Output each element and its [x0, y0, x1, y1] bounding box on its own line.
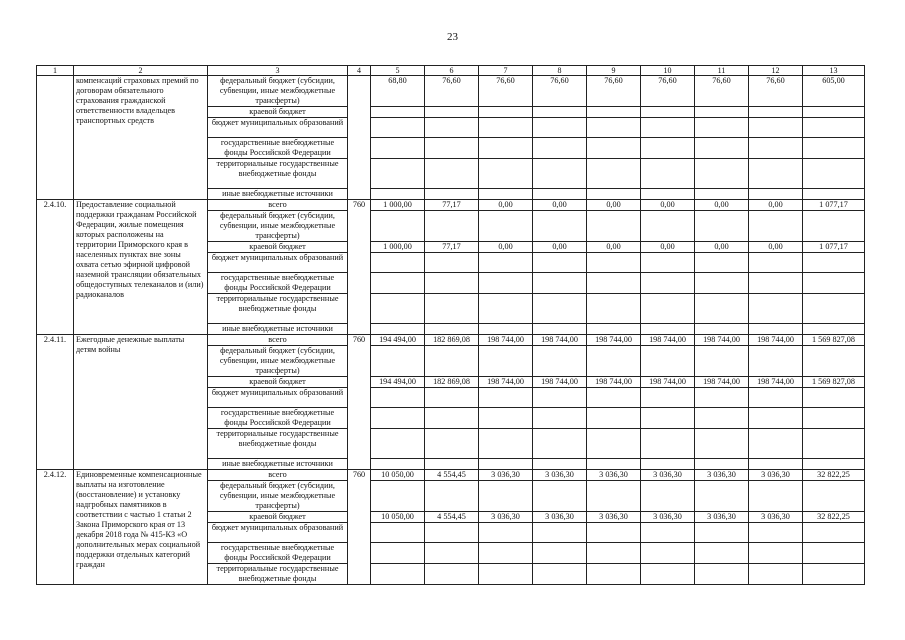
value-cell: 10 050,00: [371, 512, 425, 523]
value-cell: [587, 159, 641, 189]
value-cell: [803, 138, 865, 159]
value-cell: [641, 273, 695, 294]
value-cell: [425, 118, 479, 138]
value-cell: [587, 481, 641, 512]
funding-source: государственные внебюджетные фонды Российской Федерации: [208, 138, 348, 159]
value-cell: [803, 564, 865, 585]
value-cell: [695, 211, 749, 242]
value-cell: [803, 211, 865, 242]
admin-code: 760: [348, 335, 371, 470]
value-cell: [533, 138, 587, 159]
value-cell: [749, 211, 803, 242]
value-cell: 198 744,00: [533, 377, 587, 388]
page-number: 23: [447, 31, 458, 43]
value-cell: 0,00: [641, 242, 695, 253]
value-cell: [695, 429, 749, 459]
value-cell: [587, 138, 641, 159]
value-cell: [371, 481, 425, 512]
value-cell: [533, 543, 587, 564]
col-header: 10: [641, 66, 695, 76]
col-header: 6: [425, 66, 479, 76]
funding-source: бюджет муниципальных образований: [208, 253, 348, 273]
value-cell: [641, 159, 695, 189]
value-cell: [749, 138, 803, 159]
value-cell: [803, 481, 865, 512]
value-cell: [425, 564, 479, 585]
value-cell: 0,00: [533, 200, 587, 211]
value-cell: [641, 429, 695, 459]
value-cell: [803, 346, 865, 377]
row-number: [37, 76, 74, 200]
value-cell: [587, 388, 641, 408]
row-number: 2.4.10.: [37, 200, 74, 335]
value-cell: 194 494,00: [371, 335, 425, 346]
value-cell: [533, 118, 587, 138]
funding-source: иные внебюджетные источники: [208, 459, 348, 470]
value-cell: [587, 408, 641, 429]
value-cell: 76,60: [587, 76, 641, 107]
value-cell: [803, 543, 865, 564]
value-cell: [371, 388, 425, 408]
value-cell: [425, 107, 479, 118]
funding-source: федеральный бюджет (субсидии, субвенции, иные межбюджетные трансферты): [208, 346, 348, 377]
funding-source: территориальные государственные внебюджетные фонды: [208, 564, 348, 585]
value-cell: [479, 211, 533, 242]
value-cell: [425, 429, 479, 459]
value-cell: 32 822,25: [803, 470, 865, 481]
value-cell: [587, 523, 641, 543]
value-cell: 0,00: [695, 242, 749, 253]
value-cell: 194 494,00: [371, 377, 425, 388]
value-cell: [371, 211, 425, 242]
value-cell: [479, 346, 533, 377]
value-cell: [695, 189, 749, 200]
value-cell: [425, 481, 479, 512]
value-cell: [749, 459, 803, 470]
value-cell: 3 036,30: [641, 470, 695, 481]
value-cell: [479, 564, 533, 585]
budget-table: [36, 65, 865, 585]
value-cell: 1 077,17: [803, 200, 865, 211]
value-cell: 76,60: [695, 76, 749, 107]
value-cell: [425, 346, 479, 377]
value-cell: [641, 523, 695, 543]
value-cell: [749, 388, 803, 408]
value-cell: 76,60: [425, 76, 479, 107]
value-cell: [803, 159, 865, 189]
value-cell: [425, 189, 479, 200]
value-cell: [371, 273, 425, 294]
value-cell: [587, 189, 641, 200]
value-cell: 32 822,25: [803, 512, 865, 523]
value-cell: 1 569 827,08: [803, 377, 865, 388]
col-header: 5: [371, 66, 425, 76]
funding-source: федеральный бюджет (субсидии, субвенции, иные межбюджетные трансферты): [208, 211, 348, 242]
value-cell: 0,00: [695, 200, 749, 211]
value-cell: 3 036,30: [749, 512, 803, 523]
measure-name: Единовременные компенсационные выплаты на изготовление (восстановление) и установку надгробных памятников в соответствии с частью 1 статьи 2 Закона Приморского края от 13 декабря 2018 года № 415-КЗ «О дополнительных мерах социальной поддержки отдельных категорий граждан: [74, 470, 208, 585]
value-cell: 1 077,17: [803, 242, 865, 253]
value-cell: [587, 324, 641, 335]
value-cell: [695, 481, 749, 512]
col-header: 7: [479, 66, 533, 76]
value-cell: [479, 481, 533, 512]
row-number: 2.4.12.: [37, 470, 74, 585]
value-cell: 76,60: [749, 76, 803, 107]
value-cell: [371, 346, 425, 377]
funding-source: иные внебюджетные источники: [208, 189, 348, 200]
value-cell: 198 744,00: [749, 377, 803, 388]
value-cell: 0,00: [749, 200, 803, 211]
value-cell: [479, 294, 533, 324]
funding-source: бюджет муниципальных образований: [208, 388, 348, 408]
value-cell: [803, 459, 865, 470]
funding-source: краевой бюджет: [208, 377, 348, 388]
value-cell: [533, 294, 587, 324]
value-cell: [749, 324, 803, 335]
value-cell: [803, 189, 865, 200]
value-cell: 0,00: [749, 242, 803, 253]
value-cell: [641, 324, 695, 335]
value-cell: [479, 107, 533, 118]
value-cell: 198 744,00: [641, 335, 695, 346]
value-cell: [749, 408, 803, 429]
value-cell: [533, 408, 587, 429]
value-cell: [803, 273, 865, 294]
value-cell: [371, 408, 425, 429]
value-cell: [533, 159, 587, 189]
value-cell: [533, 324, 587, 335]
value-cell: 3 036,30: [587, 512, 641, 523]
value-cell: [749, 523, 803, 543]
value-cell: [533, 211, 587, 242]
value-cell: [695, 388, 749, 408]
value-cell: 182 869,08: [425, 335, 479, 346]
value-cell: [695, 253, 749, 273]
value-cell: [641, 107, 695, 118]
funding-source: бюджет муниципальных образований: [208, 118, 348, 138]
col-header: 12: [749, 66, 803, 76]
value-cell: [695, 294, 749, 324]
value-cell: [371, 253, 425, 273]
value-cell: [749, 253, 803, 273]
value-cell: [695, 523, 749, 543]
value-cell: [425, 253, 479, 273]
value-cell: 198 744,00: [479, 335, 533, 346]
measure-name: Предоставление социальной поддержки гражданам Российской Федерации, жилые помещения которых расположены на территории Приморского края в населенных пунктах вне зоны охвата сетью эфирной цифровой наземной трансляции обязательных общедоступных телеканалов и (или) радиоканалов: [74, 200, 208, 335]
funding-source: всего: [208, 335, 348, 346]
funding-source: государственные внебюджетные фонды Российской Федерации: [208, 543, 348, 564]
value-cell: 1 000,00: [371, 242, 425, 253]
value-cell: 10 050,00: [371, 470, 425, 481]
measure-name: Ежегодные денежные выплаты детям войны: [74, 335, 208, 470]
value-cell: 1 569 827,08: [803, 335, 865, 346]
measure-name: компенсаций страховых премий по договорам обязательного страхования гражданской ответственности владельцев транспортных средств: [74, 76, 208, 200]
funding-source: территориальные государственные внебюджетные фонды: [208, 159, 348, 189]
value-cell: [749, 273, 803, 294]
value-cell: 3 036,30: [479, 470, 533, 481]
value-cell: [695, 324, 749, 335]
value-cell: [587, 429, 641, 459]
value-cell: [587, 253, 641, 273]
value-cell: [479, 253, 533, 273]
col-header: 13: [803, 66, 865, 76]
value-cell: [587, 273, 641, 294]
value-cell: [371, 107, 425, 118]
value-cell: [533, 564, 587, 585]
value-cell: 0,00: [533, 242, 587, 253]
value-cell: [641, 138, 695, 159]
value-cell: 76,60: [533, 76, 587, 107]
value-cell: [479, 459, 533, 470]
value-cell: [479, 388, 533, 408]
col-header: 4: [348, 66, 371, 76]
value-cell: [425, 138, 479, 159]
value-cell: [695, 408, 749, 429]
value-cell: 605,00: [803, 76, 865, 107]
value-cell: [695, 564, 749, 585]
funding-source: государственные внебюджетные фонды Российской Федерации: [208, 408, 348, 429]
value-cell: [803, 118, 865, 138]
value-cell: 1 000,00: [371, 200, 425, 211]
value-cell: 3 036,30: [533, 470, 587, 481]
value-cell: [803, 107, 865, 118]
value-cell: 0,00: [641, 200, 695, 211]
funding-source: всего: [208, 470, 348, 481]
value-cell: [371, 159, 425, 189]
value-cell: 3 036,30: [587, 470, 641, 481]
value-cell: [425, 388, 479, 408]
value-cell: [641, 408, 695, 429]
value-cell: [587, 564, 641, 585]
value-cell: [587, 118, 641, 138]
col-header: 2: [74, 66, 208, 76]
value-cell: [803, 294, 865, 324]
value-cell: 0,00: [479, 242, 533, 253]
value-cell: [641, 388, 695, 408]
funding-source: краевой бюджет: [208, 242, 348, 253]
value-cell: [695, 138, 749, 159]
value-cell: [695, 159, 749, 189]
value-cell: [371, 429, 425, 459]
value-cell: [695, 543, 749, 564]
value-cell: [371, 118, 425, 138]
value-cell: 198 744,00: [695, 335, 749, 346]
value-cell: [749, 118, 803, 138]
value-cell: [533, 388, 587, 408]
value-cell: [479, 408, 533, 429]
value-cell: 76,60: [479, 76, 533, 107]
value-cell: 198 744,00: [695, 377, 749, 388]
value-cell: [641, 481, 695, 512]
value-cell: [533, 459, 587, 470]
col-header: 11: [695, 66, 749, 76]
value-cell: [371, 189, 425, 200]
value-cell: [587, 107, 641, 118]
value-cell: 76,60: [641, 76, 695, 107]
value-cell: [425, 211, 479, 242]
value-cell: 0,00: [587, 242, 641, 253]
funding-source: иные внебюджетные источники: [208, 324, 348, 335]
table-row: [37, 335, 865, 346]
value-cell: [749, 543, 803, 564]
value-cell: [749, 294, 803, 324]
value-cell: [695, 118, 749, 138]
value-cell: [479, 324, 533, 335]
value-cell: [425, 459, 479, 470]
value-cell: [533, 273, 587, 294]
value-cell: [641, 346, 695, 377]
value-cell: [749, 346, 803, 377]
value-cell: 4 554,45: [425, 470, 479, 481]
value-cell: [749, 481, 803, 512]
value-cell: 198 744,00: [749, 335, 803, 346]
value-cell: 198 744,00: [533, 335, 587, 346]
value-cell: 198 744,00: [587, 335, 641, 346]
value-cell: [641, 543, 695, 564]
value-cell: [425, 523, 479, 543]
funding-source: территориальные государственные внебюджетные фонды: [208, 429, 348, 459]
value-cell: 3 036,30: [641, 512, 695, 523]
value-cell: [425, 408, 479, 429]
col-header: 1: [37, 66, 74, 76]
value-cell: [695, 273, 749, 294]
value-cell: [533, 481, 587, 512]
value-cell: 77,17: [425, 242, 479, 253]
funding-source: бюджет муниципальных образований: [208, 523, 348, 543]
table-row: [37, 200, 865, 211]
value-cell: [803, 408, 865, 429]
value-cell: [749, 564, 803, 585]
value-cell: 3 036,30: [695, 512, 749, 523]
value-cell: [371, 138, 425, 159]
value-cell: [803, 253, 865, 273]
funding-source: федеральный бюджет (субсидии, субвенции, иные межбюджетные трансферты): [208, 481, 348, 512]
value-cell: [479, 159, 533, 189]
value-cell: 198 744,00: [479, 377, 533, 388]
col-header: 8: [533, 66, 587, 76]
funding-source: федеральный бюджет (субсидии, субвенции, иные межбюджетные трансферты): [208, 76, 348, 107]
funding-source: территориальные государственные внебюджетные фонды: [208, 294, 348, 324]
value-cell: [479, 523, 533, 543]
value-cell: [641, 118, 695, 138]
value-cell: [749, 159, 803, 189]
value-cell: [479, 189, 533, 200]
value-cell: 3 036,30: [695, 470, 749, 481]
value-cell: [371, 459, 425, 470]
value-cell: 3 036,30: [533, 512, 587, 523]
value-cell: [533, 189, 587, 200]
value-cell: [695, 346, 749, 377]
value-cell: 0,00: [587, 200, 641, 211]
funding-source: краевой бюджет: [208, 107, 348, 118]
value-cell: [641, 189, 695, 200]
value-cell: [479, 138, 533, 159]
value-cell: [479, 429, 533, 459]
admin-code: 760: [348, 470, 371, 585]
row-number: 2.4.11.: [37, 335, 74, 470]
admin-code: 760: [348, 200, 371, 335]
value-cell: [641, 211, 695, 242]
value-cell: [749, 107, 803, 118]
value-cell: 198 744,00: [587, 377, 641, 388]
value-cell: [641, 253, 695, 273]
value-cell: [479, 273, 533, 294]
value-cell: [371, 543, 425, 564]
value-cell: [587, 294, 641, 324]
value-cell: [533, 346, 587, 377]
funding-source: краевой бюджет: [208, 512, 348, 523]
value-cell: [803, 388, 865, 408]
value-cell: 182 869,08: [425, 377, 479, 388]
value-cell: [587, 459, 641, 470]
header-row: [37, 66, 865, 76]
table-row: [37, 470, 865, 481]
value-cell: [425, 294, 479, 324]
value-cell: [587, 346, 641, 377]
col-header: 3: [208, 66, 348, 76]
value-cell: 68,80: [371, 76, 425, 107]
value-cell: [641, 564, 695, 585]
value-cell: [371, 294, 425, 324]
value-cell: [425, 159, 479, 189]
value-cell: [803, 324, 865, 335]
value-cell: [533, 523, 587, 543]
value-cell: [803, 523, 865, 543]
value-cell: [533, 107, 587, 118]
value-cell: [533, 429, 587, 459]
value-cell: [371, 324, 425, 335]
value-cell: [587, 543, 641, 564]
value-cell: [371, 564, 425, 585]
value-cell: [749, 189, 803, 200]
funding-source: всего: [208, 200, 348, 211]
table-row: [37, 76, 865, 107]
value-cell: 3 036,30: [749, 470, 803, 481]
value-cell: [479, 543, 533, 564]
value-cell: [425, 273, 479, 294]
value-cell: [425, 324, 479, 335]
value-cell: 4 554,45: [425, 512, 479, 523]
value-cell: [533, 253, 587, 273]
value-cell: 77,17: [425, 200, 479, 211]
value-cell: 3 036,30: [479, 512, 533, 523]
value-cell: [641, 294, 695, 324]
value-cell: [425, 543, 479, 564]
value-cell: [641, 459, 695, 470]
value-cell: [479, 118, 533, 138]
value-cell: [803, 429, 865, 459]
value-cell: [695, 459, 749, 470]
col-header: 9: [587, 66, 641, 76]
admin-code: [348, 76, 371, 200]
value-cell: [371, 523, 425, 543]
value-cell: 0,00: [479, 200, 533, 211]
funding-source: государственные внебюджетные фонды Российской Федерации: [208, 273, 348, 294]
value-cell: [695, 107, 749, 118]
value-cell: [749, 429, 803, 459]
value-cell: [587, 211, 641, 242]
value-cell: 198 744,00: [641, 377, 695, 388]
